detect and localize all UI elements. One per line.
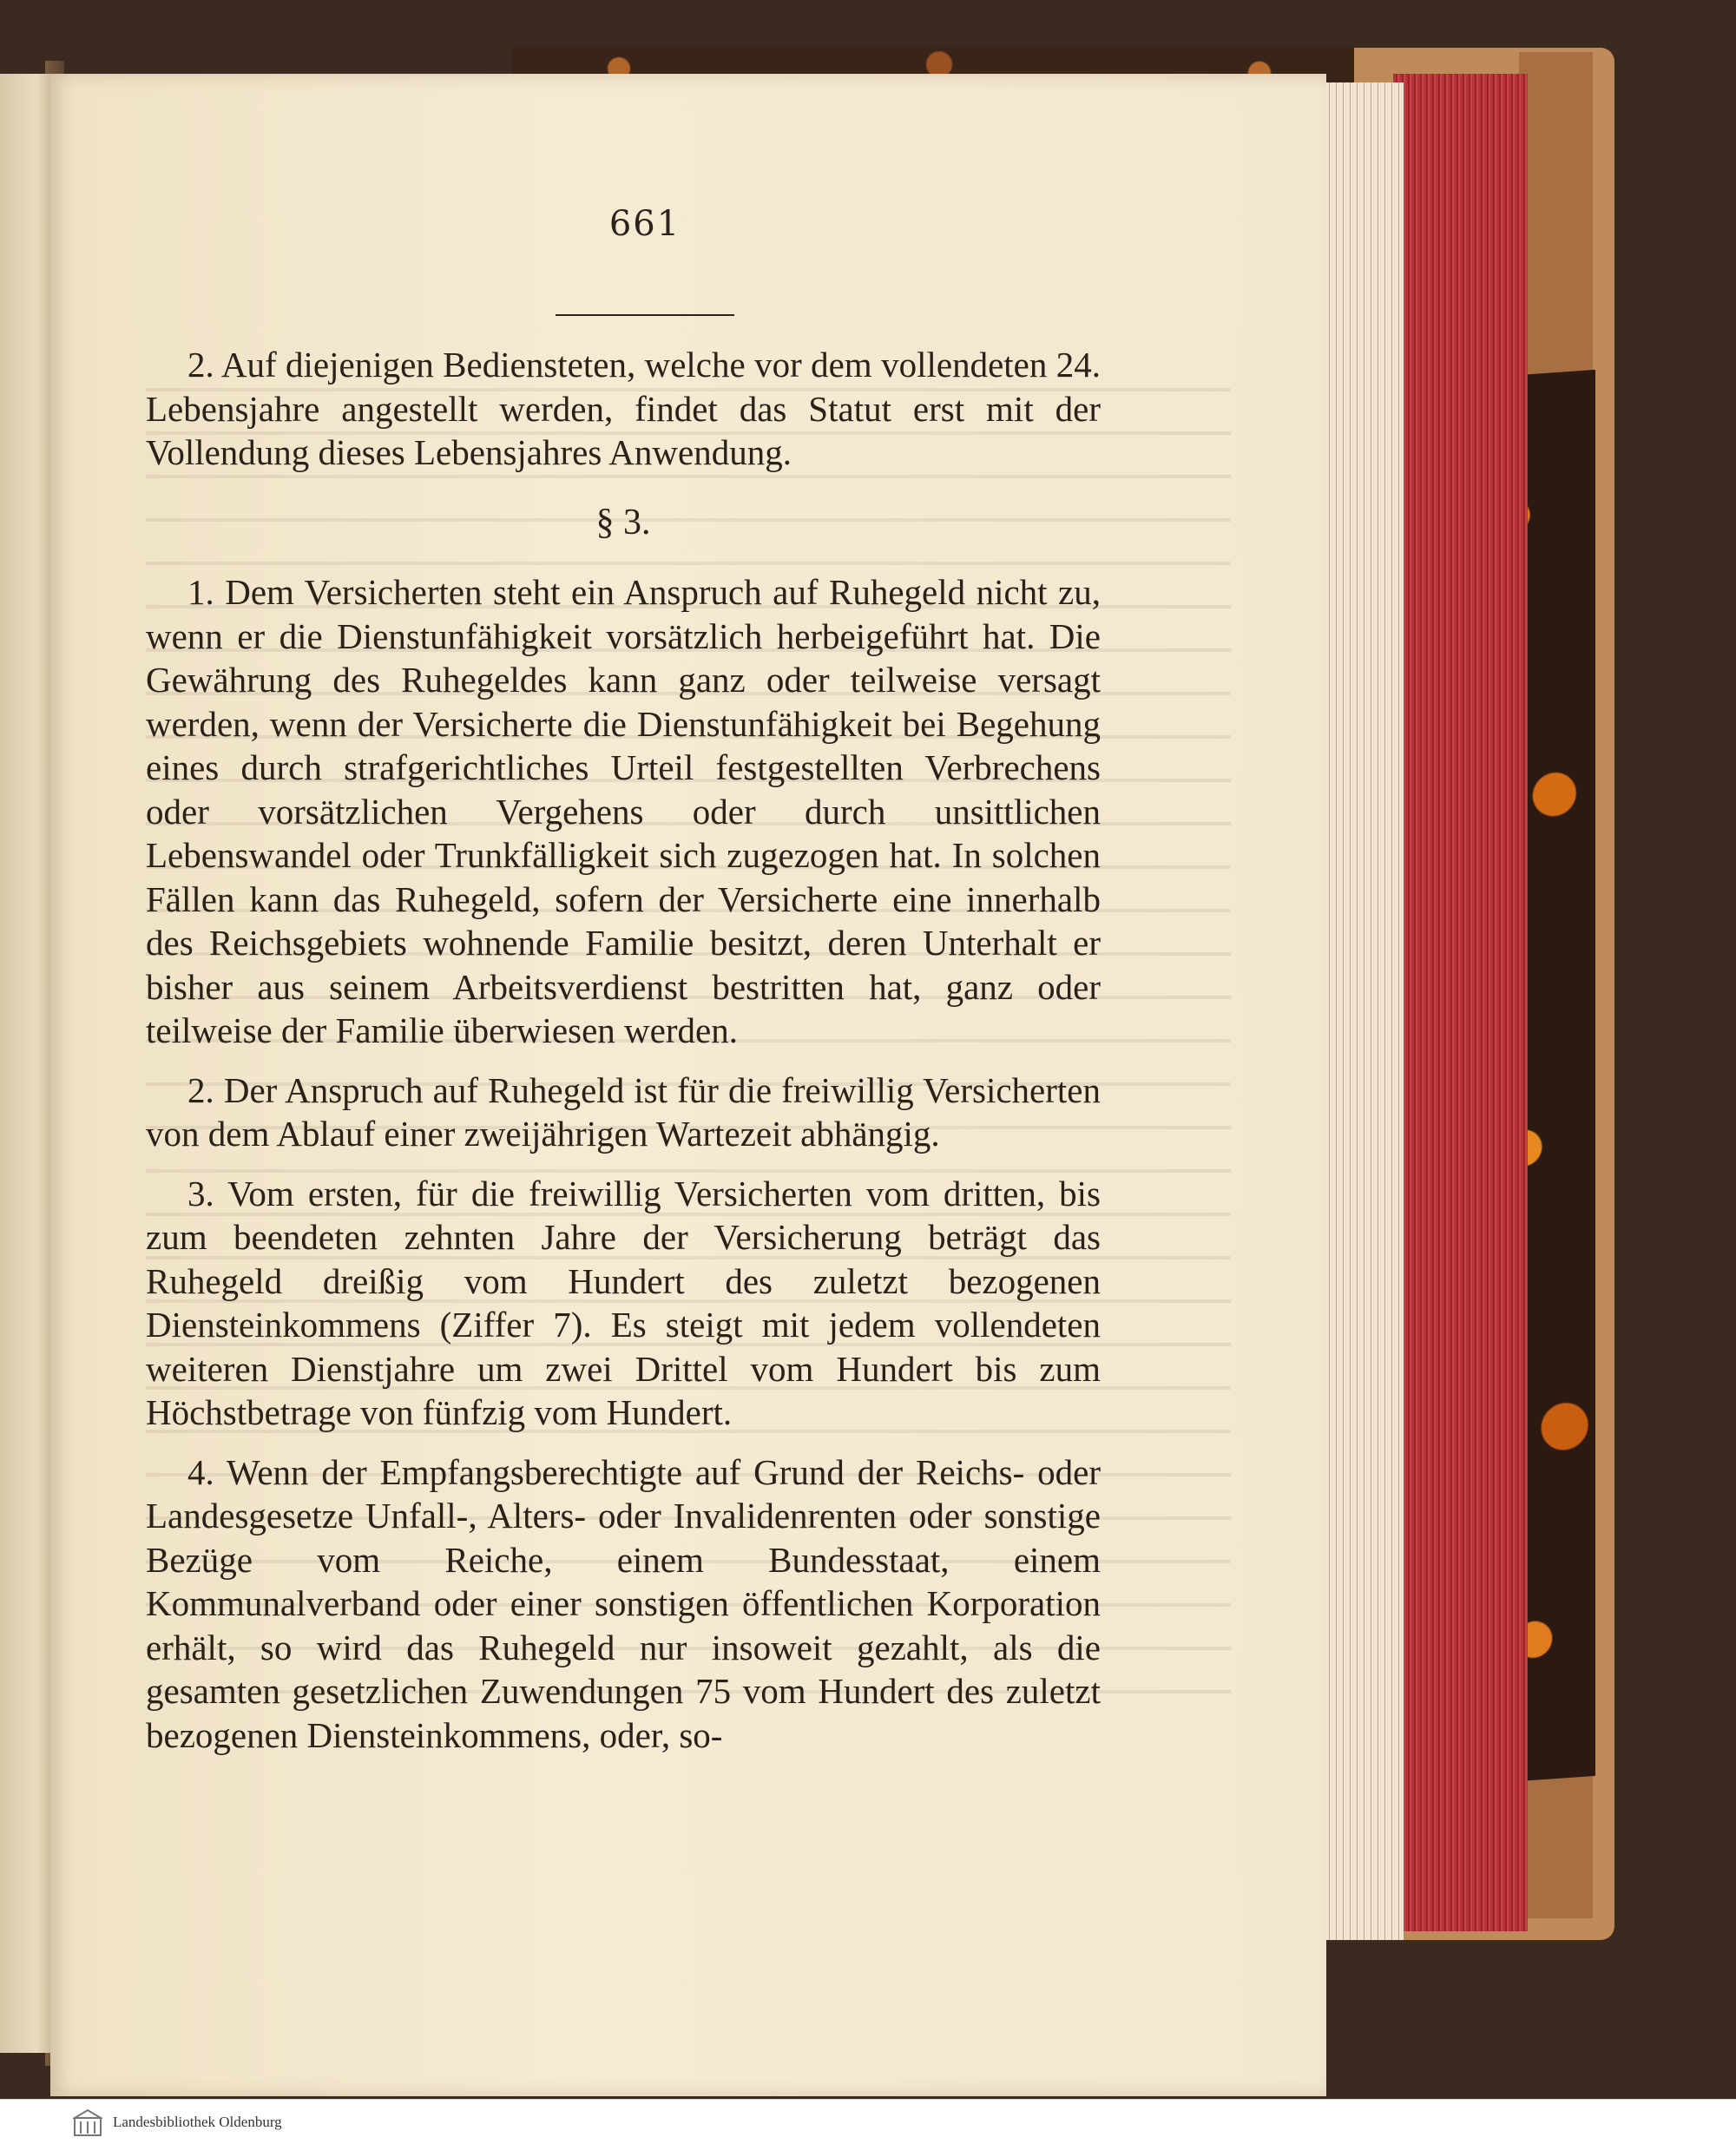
footer-bar (0, 2099, 1736, 2144)
book-page (50, 74, 1326, 2096)
page-stack (1324, 82, 1404, 1940)
paragraph: 2. Auf diejenigen Bediensteten, welche vor dem vollendeten 24. Lebensjahre angestellt werden, findet das Statut erst mit der Vollendung dieses Lebensjahres Anwendung. (146, 345, 1101, 472)
page-body (146, 343, 1101, 1772)
paragraph: 2. Der Anspruch auf Ruhegeld ist für die freiwillig Versicherten von dem Ablauf einer zweijährigen Wartezeit abhängig. (146, 1069, 1101, 1154)
library-building-icon (73, 2108, 102, 2137)
section-heading: § 3. (595, 502, 651, 543)
paragraph: 4. Wenn der Empfangsberechtigte auf Grund der Reichs- oder Landesgesetze Unfall-, Alters- oder Invalidenrenten oder sonstige Bezüge vom Reiche, einem Bundesstaat, einem Kommunalverband oder einer sonstigen öffentlichen Korporation erhält, so wird das Ruhegeld nur insoweit gezahlt, als die gesamten gesetzlichen Zuwendungen 75 vom Hundert des zuletzt bezogenen Diensteinkommens, oder, so- (146, 1451, 1101, 1755)
page-number-rule (556, 314, 734, 316)
paragraph: 1. Dem Versicherten steht ein Anspruch auf Ruhegeld nicht zu, wenn er die Dienstunfähigkeit vorsätzlich herbeigeführt hat. Die Gewährung des Ruhegeldes kann ganz oder teilweise versagt werden, wenn der Versicherte die Dienstunfähigkeit bei Begehung eines durch strafgerichtliches Urteil festgestellten Verbrechens oder vorsätzlichen Vergehens oder durch unsittlichen Lebenswandel oder Trunkfälligkeit sich zugezogen hat. In solchen Fällen kann das Ruhegeld, sofern der Versicherte eine innerhalb des Reichsgebiets wohnende Familie besitzt, deren Unterhalt er bisher aus seinem Arbeitsverdienst bestritten hat, ganz oder teilweise der Familie überwiesen werden. (146, 572, 1101, 1050)
library-name: Landesbibliothek Oldenburg (113, 2113, 282, 2130)
paragraph: 3. Vom ersten, für die freiwillig Versicherten vom dritten, bis zum beendeten zehnten Jahre der Versicherung beträgt das Ruhegeld dreißig vom Hundert des zuletzt bezogenen Diensteinkommens (Ziffer 7). Es steigt mit jedem vollendeten weiteren Dienstjahre um zwei Drittel vom Hundert bis zum Höchstbetrage von fünfzig vom Hundert. (146, 1173, 1101, 1432)
red-page-edges (1393, 74, 1528, 1931)
page-number: 661 (608, 204, 681, 244)
left-page-edge (0, 74, 52, 2053)
